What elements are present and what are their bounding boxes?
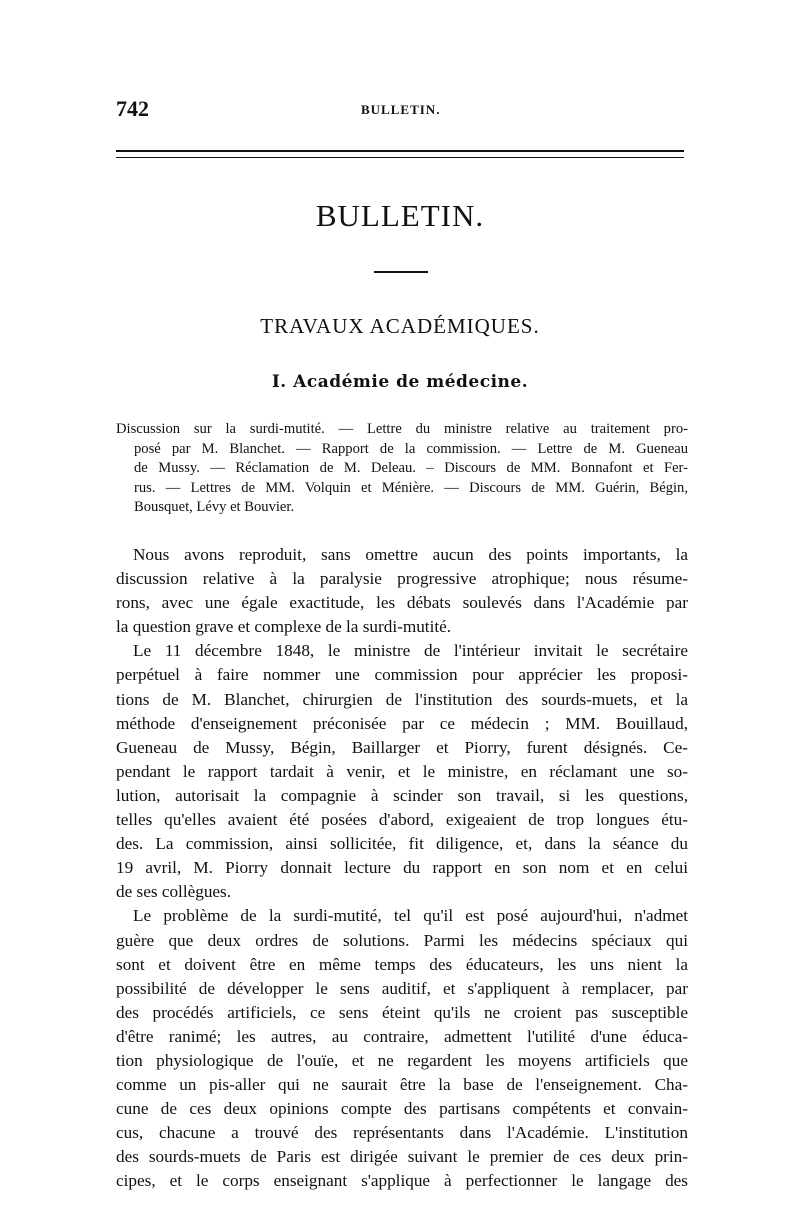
text-line: 19 avril, M. Piorry donnait lecture du rapport en son nom et en celui bbox=[116, 858, 688, 878]
text-line: des procédés artificiels, ce sens éteint qu'ils ne croient pas susceptible bbox=[116, 1002, 688, 1022]
text-line: guère que deux ordres de solutions. Parmi les médecins spéciaux qui bbox=[116, 930, 688, 950]
summary-line: de Mussy. — Réclamation de M. Deleau. – Discours de MM. Bonnafont et Fer- bbox=[134, 460, 688, 476]
paragraph-2 bbox=[116, 639, 688, 904]
page-title: BULLETIN. bbox=[315, 198, 485, 233]
paragraph-1 bbox=[116, 543, 688, 639]
text-line: Gueneau de Mussy, Bégin, Baillarger et Piorry, furent désignés. Ce- bbox=[116, 737, 688, 757]
paragraph-3 bbox=[116, 904, 688, 1193]
text-line: cus, chacune a trouvé des représentants dans l'Académie. L'institution bbox=[116, 1123, 688, 1143]
text-line: discussion relative à la paralysie progressive atrophique; nous résume- bbox=[116, 569, 688, 589]
text-line: Le problème de la surdi-mutité, tel qu'il est posé aujourd'hui, n'admet bbox=[133, 906, 688, 926]
text-line: sont et doivent être en même temps des éducateurs, les uns nient la bbox=[116, 954, 688, 974]
body-text bbox=[116, 543, 688, 1194]
text-line: possibilité de développer le sens auditif, et s'appliquent à remplacer, par bbox=[116, 978, 688, 998]
text-line: telles qu'elles avaient été posées d'abord, exigeaient de trop longues étu- bbox=[116, 810, 688, 830]
text-line: la question grave et complexe de la surdi-mutité. bbox=[116, 617, 452, 637]
text-line: rons, avec une égale exactitude, les débats soulevés dans l'Académie par bbox=[116, 593, 688, 613]
text-line: de ses collègues. bbox=[116, 882, 232, 902]
text-line: des. La commission, ainsi sollicitée, fit diligence, et, dans la séance du bbox=[116, 834, 688, 854]
text-line: lution, autorisait la compagnie à scinder son travail, si les questions, bbox=[116, 785, 688, 805]
text-line: tions de M. Blanchet, chirurgien de l'institution des sourds-muets, et la bbox=[116, 689, 688, 709]
page-number: 742 bbox=[116, 96, 149, 121]
text-line: cune de ces deux opinions compte des partisans compétents et convain- bbox=[116, 1099, 688, 1119]
summary-line: rus. — Lettres de MM. Volquin et Ménière. — Discours de MM. Guérin, Bégin, bbox=[134, 479, 688, 496]
section-heading: TRAVAUX ACADÉMIQUES. bbox=[260, 314, 540, 338]
text-line: tion physiologique de l'ouïe, et ne regardent les moyens artificiels que bbox=[116, 1050, 688, 1070]
subsection-heading: I. Académie de médecine. bbox=[271, 372, 529, 392]
text-line: Le 11 décembre 1848, le ministre de l'intérieur invitait le secrétaire bbox=[133, 641, 688, 661]
text-line: comme un pis-aller qui ne saurait être la base de l'enseignement. Cha- bbox=[116, 1075, 688, 1095]
text-line: cipes, et le corps enseignant s'applique à perfectionner le langage des bbox=[116, 1171, 688, 1191]
header-double-rule bbox=[116, 150, 684, 158]
text-line: des sourds-muets de Paris est dirigée suivant le premier de ces deux prin- bbox=[116, 1147, 688, 1167]
title-divider bbox=[374, 271, 428, 273]
summary-block bbox=[116, 420, 688, 518]
running-title: BULLETIN. bbox=[361, 102, 441, 117]
running-head bbox=[116, 96, 686, 126]
text-line: d'être ranimé; les autres, au contraire, admettent l'utilité d'une éduca- bbox=[116, 1026, 688, 1046]
summary-line: posé par M. Blanchet. — Rapport de la commission. — Lettre de M. Gueneau bbox=[134, 440, 688, 457]
text-line: pendant le rapport tardait à venir, et le ministre, en réclamant une so- bbox=[116, 761, 688, 781]
text-line: Nous avons reproduit, sans omettre aucun des points importants, la bbox=[133, 545, 688, 564]
text-line: perpétuel à faire nommer une commission pour apprécier les proposi- bbox=[116, 665, 688, 685]
text-line: méthode d'enseignement préconisée par ce médecin ; MM. Bouillaud, bbox=[116, 713, 688, 733]
summary-line: Bousquet, Lévy et Bouvier. bbox=[134, 499, 295, 515]
summary-line: Discussion sur la surdi-mutité. — Lettre du ministre relative au traitement pro- bbox=[116, 421, 688, 437]
